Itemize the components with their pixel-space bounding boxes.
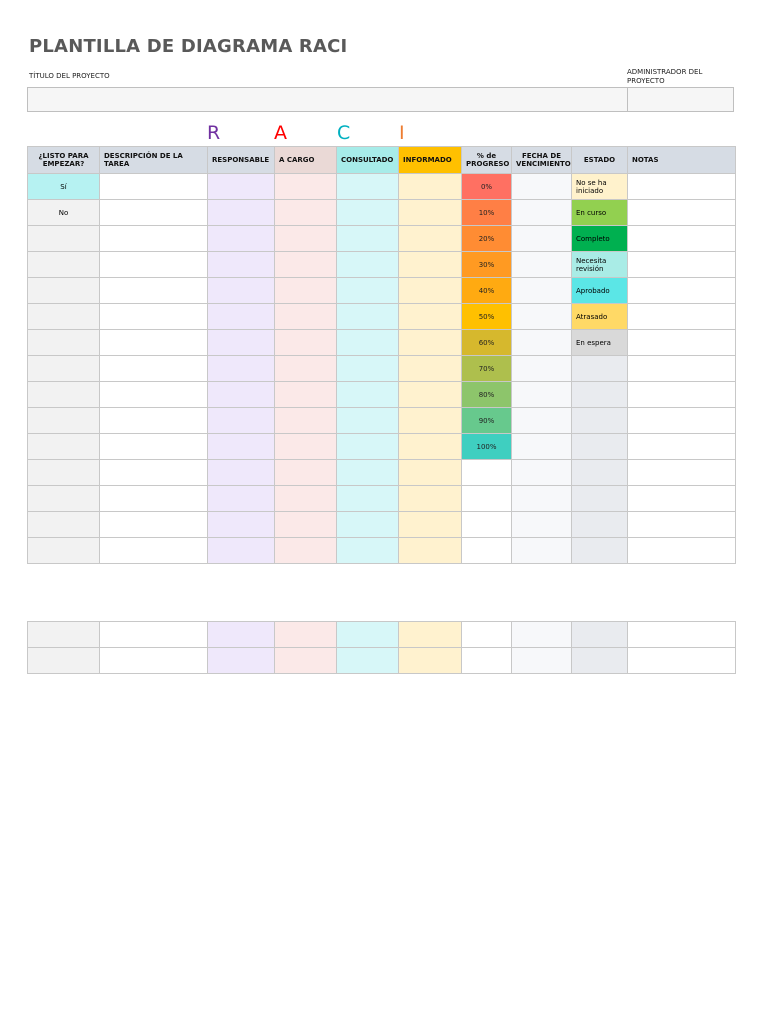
notes-cell[interactable] [628,200,736,226]
table-row [28,460,736,486]
status-cell[interactable] [572,356,628,382]
due-date-cell[interactable] [512,460,572,486]
progress-cell[interactable]: 80% [462,382,512,408]
status-cell[interactable] [572,486,628,512]
table-row [28,648,736,674]
col-description-header: DESCRIPCIÓN DE LA TAREA [100,147,208,174]
ready-cell[interactable] [28,622,100,648]
raci-table-secondary [27,621,736,674]
description-cell[interactable] [100,200,208,226]
table-row [28,252,736,278]
status-cell[interactable]: En espera [572,330,628,356]
progress-cell[interactable]: 100% [462,434,512,460]
notes-cell[interactable] [628,382,736,408]
informed-cell[interactable] [399,622,462,648]
description-cell[interactable] [100,486,208,512]
col-status-header: ESTADO [572,147,628,174]
status-cell[interactable]: En curso [572,200,628,226]
accountable-cell[interactable] [275,278,337,304]
informed-cell[interactable] [399,304,462,330]
due-date-cell[interactable] [512,538,572,564]
ready-cell[interactable] [28,408,100,434]
consulted-cell[interactable] [337,226,399,252]
consulted-cell[interactable] [337,200,399,226]
table-row [28,408,736,434]
notes-cell[interactable] [628,226,736,252]
notes-cell[interactable] [628,330,736,356]
due-date-cell[interactable] [512,356,572,382]
col-progress-header: % de PROGRESO [462,147,512,174]
description-cell[interactable] [100,460,208,486]
table-row [28,538,736,564]
ready-cell[interactable]: Sí [28,174,100,200]
col-due-date-header: FECHA DE VENCIMIENTO [512,147,572,174]
due-date-cell[interactable] [512,382,572,408]
responsible-cell[interactable] [208,174,275,200]
accountable-cell[interactable] [275,174,337,200]
page-title: PLANTILLA DE DIAGRAMA RACI [29,36,348,57]
progress-cell[interactable]: 30% [462,252,512,278]
description-cell[interactable] [100,252,208,278]
notes-cell[interactable] [628,648,736,674]
consulted-cell[interactable] [337,486,399,512]
status-cell[interactable] [572,538,628,564]
due-date-cell[interactable] [512,252,572,278]
progress-cell[interactable]: 60% [462,330,512,356]
accountable-cell[interactable] [275,382,337,408]
project-info-box [27,87,734,112]
informed-cell[interactable] [399,512,462,538]
consulted-cell[interactable] [337,648,399,674]
ready-cell[interactable]: No [28,200,100,226]
accountable-cell[interactable] [275,200,337,226]
description-cell[interactable] [100,278,208,304]
informed-cell[interactable] [399,226,462,252]
ready-cell[interactable] [28,330,100,356]
raci-letter-i: I [399,122,405,144]
project-admin-field[interactable] [628,88,733,111]
col-ready-header: ¿LISTO PARA EMPEZAR? [28,147,100,174]
table-row [28,622,736,648]
consulted-cell[interactable] [337,278,399,304]
raci-letter-a: A [274,122,287,144]
description-cell[interactable] [100,226,208,252]
progress-cell[interactable] [462,648,512,674]
col-accountable-header: A CARGO [275,147,337,174]
informed-cell[interactable] [399,278,462,304]
status-cell[interactable] [572,460,628,486]
due-date-cell[interactable] [512,512,572,538]
consulted-cell[interactable] [337,304,399,330]
project-title-label: TÍTULO DEL PROYECTO [29,72,110,80]
due-date-cell[interactable] [512,200,572,226]
ready-cell[interactable] [28,512,100,538]
responsible-cell[interactable] [208,538,275,564]
table-header-row [28,147,736,174]
informed-cell[interactable] [399,538,462,564]
due-date-cell[interactable] [512,330,572,356]
status-cell[interactable] [572,408,628,434]
notes-cell[interactable] [628,486,736,512]
responsible-cell[interactable] [208,486,275,512]
notes-cell[interactable] [628,434,736,460]
progress-cell[interactable]: 40% [462,278,512,304]
ready-cell[interactable] [28,460,100,486]
accountable-cell[interactable] [275,512,337,538]
due-date-cell[interactable] [512,278,572,304]
consulted-cell[interactable] [337,382,399,408]
informed-cell[interactable] [399,174,462,200]
description-cell[interactable] [100,330,208,356]
consulted-cell[interactable] [337,252,399,278]
due-date-cell[interactable] [512,648,572,674]
progress-cell[interactable] [462,538,512,564]
notes-cell[interactable] [628,408,736,434]
table-row [28,512,736,538]
progress-cell[interactable]: 0% [462,174,512,200]
table-row [28,278,736,304]
status-cell[interactable]: Necesita revisión [572,252,628,278]
responsible-cell[interactable] [208,200,275,226]
notes-cell[interactable] [628,174,736,200]
project-title-field[interactable] [28,88,627,111]
status-cell[interactable]: Completo [572,226,628,252]
responsible-cell[interactable] [208,304,275,330]
notes-cell[interactable] [628,304,736,330]
progress-cell[interactable]: 90% [462,408,512,434]
table-row [28,330,736,356]
status-cell[interactable] [572,434,628,460]
due-date-cell[interactable] [512,486,572,512]
due-date-cell[interactable] [512,408,572,434]
description-cell[interactable] [100,538,208,564]
due-date-cell[interactable] [512,622,572,648]
informed-cell[interactable] [399,200,462,226]
accountable-cell[interactable] [275,622,337,648]
notes-cell[interactable] [628,460,736,486]
accountable-cell[interactable] [275,460,337,486]
description-cell[interactable] [100,648,208,674]
responsible-cell[interactable] [208,356,275,382]
responsible-cell[interactable] [208,408,275,434]
notes-cell[interactable] [628,356,736,382]
progress-cell[interactable]: 70% [462,356,512,382]
accountable-cell[interactable] [275,356,337,382]
consulted-cell[interactable] [337,356,399,382]
notes-cell[interactable] [628,252,736,278]
informed-cell[interactable] [399,648,462,674]
table-row [28,434,736,460]
responsible-cell[interactable] [208,648,275,674]
progress-cell[interactable]: 20% [462,226,512,252]
consulted-cell[interactable] [337,622,399,648]
consulted-cell[interactable] [337,408,399,434]
table-row [28,200,736,226]
status-cell[interactable]: No se ha iniciado [572,174,628,200]
description-cell[interactable] [100,304,208,330]
description-cell[interactable] [100,434,208,460]
accountable-cell[interactable] [275,330,337,356]
status-cell[interactable] [572,622,628,648]
progress-cell[interactable]: 10% [462,200,512,226]
responsible-cell[interactable] [208,330,275,356]
progress-cell[interactable] [462,512,512,538]
responsible-cell[interactable] [208,512,275,538]
col-notes-header: NOTAS [628,147,736,174]
ready-cell[interactable] [28,304,100,330]
consulted-cell[interactable] [337,460,399,486]
consulted-cell[interactable] [337,512,399,538]
accountable-cell[interactable] [275,408,337,434]
status-cell[interactable] [572,648,628,674]
description-cell[interactable] [100,174,208,200]
progress-cell[interactable] [462,486,512,512]
informed-cell[interactable] [399,330,462,356]
table-row [28,174,736,200]
responsible-cell[interactable] [208,382,275,408]
informed-cell[interactable] [399,486,462,512]
ready-cell[interactable] [28,486,100,512]
raci-letter-r: R [207,122,221,144]
status-cell[interactable] [572,382,628,408]
raci-table [27,146,736,564]
informed-cell[interactable] [399,252,462,278]
col-informed-header: INFORMADO [399,147,462,174]
table-row [28,356,736,382]
responsible-cell[interactable] [208,622,275,648]
status-cell[interactable]: Atrasado [572,304,628,330]
progress-cell[interactable] [462,460,512,486]
table-row [28,382,736,408]
informed-cell[interactable] [399,460,462,486]
ready-cell[interactable] [28,434,100,460]
table-row [28,226,736,252]
accountable-cell[interactable] [275,486,337,512]
consulted-cell[interactable] [337,538,399,564]
responsible-cell[interactable] [208,434,275,460]
status-cell[interactable]: Aprobado [572,278,628,304]
responsible-cell[interactable] [208,460,275,486]
notes-cell[interactable] [628,622,736,648]
ready-cell[interactable] [28,648,100,674]
col-responsible-header: RESPONSABLE [208,147,275,174]
ready-cell[interactable] [28,382,100,408]
ready-cell[interactable] [28,278,100,304]
informed-cell[interactable] [399,356,462,382]
table-row [28,486,736,512]
responsible-cell[interactable] [208,278,275,304]
ready-cell[interactable] [28,226,100,252]
responsible-cell[interactable] [208,252,275,278]
accountable-cell[interactable] [275,226,337,252]
status-cell[interactable] [572,512,628,538]
informed-cell[interactable] [399,434,462,460]
consulted-cell[interactable] [337,330,399,356]
notes-cell[interactable] [628,512,736,538]
project-admin-label: ADMINISTRADOR DEL PROYECTO [627,68,703,85]
description-cell[interactable] [100,622,208,648]
informed-cell[interactable] [399,408,462,434]
description-cell[interactable] [100,382,208,408]
due-date-cell[interactable] [512,304,572,330]
notes-cell[interactable] [628,278,736,304]
ready-cell[interactable] [28,252,100,278]
due-date-cell[interactable] [512,174,572,200]
accountable-cell[interactable] [275,434,337,460]
notes-cell[interactable] [628,538,736,564]
due-date-cell[interactable] [512,226,572,252]
accountable-cell[interactable] [275,648,337,674]
table-row [28,304,736,330]
informed-cell[interactable] [399,382,462,408]
progress-cell[interactable]: 50% [462,304,512,330]
consulted-cell[interactable] [337,434,399,460]
raci-letter-c: C [337,122,351,144]
progress-cell[interactable] [462,622,512,648]
responsible-cell[interactable] [208,226,275,252]
accountable-cell[interactable] [275,538,337,564]
accountable-cell[interactable] [275,304,337,330]
description-cell[interactable] [100,356,208,382]
description-cell[interactable] [100,512,208,538]
consulted-cell[interactable] [337,174,399,200]
ready-cell[interactable] [28,538,100,564]
accountable-cell[interactable] [275,252,337,278]
col-consulted-header: CONSULTADO [337,147,399,174]
due-date-cell[interactable] [512,434,572,460]
description-cell[interactable] [100,408,208,434]
ready-cell[interactable] [28,356,100,382]
